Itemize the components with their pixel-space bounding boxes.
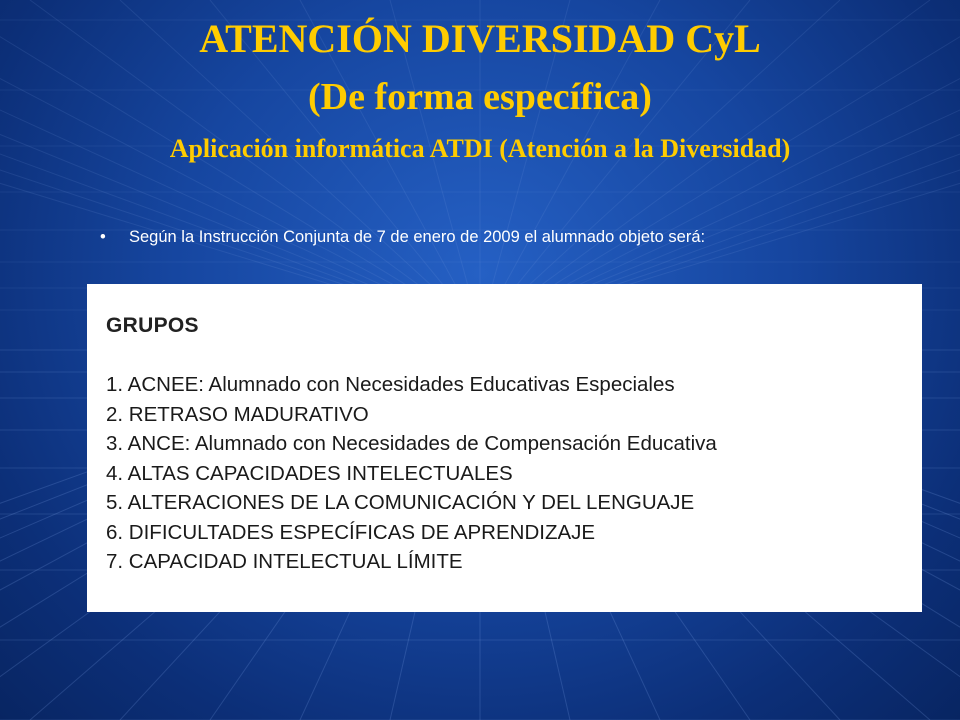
group-item: 7. CAPACIDAD INTELECTUAL LÍMITE: [106, 550, 463, 573]
group-item: 5. ALTERACIONES DE LA COMUNICACIÓN Y DEL LENGUAJE: [106, 491, 695, 514]
group-item: 4. ALTAS CAPACIDADES INTELECTUALES: [106, 461, 513, 485]
group-item: 3. ANCE: Alumnado con Necesidades de Compensación Educativa: [106, 432, 717, 455]
group-item: 6. DIFICULTADES ESPECÍFICAS DE APRENDIZAJE: [106, 520, 596, 544]
slide-title-line2: (De forma específica): [308, 76, 652, 118]
slide-title: ATENCIÓN DIVERSIDAD CyL: [199, 16, 761, 61]
groups-panel: [87, 284, 922, 612]
groups-list: [106, 370, 717, 577]
slide-subtitle: Aplicación informática ATDI (Atención a la Diversidad): [169, 134, 791, 163]
bullet-icon: •: [100, 228, 106, 246]
group-item: 1. ACNEE: Alumnado con Necesidades Educativas Especiales: [106, 373, 675, 396]
group-item: 2. RETRASO MADURATIVO: [106, 402, 369, 426]
bullet-text: Según la Instrucción Conjunta de 7 de enero de 2009 el alumnado objeto será:: [129, 228, 706, 246]
bullet-item: [100, 227, 705, 247]
groups-heading: GRUPOS: [106, 314, 199, 337]
